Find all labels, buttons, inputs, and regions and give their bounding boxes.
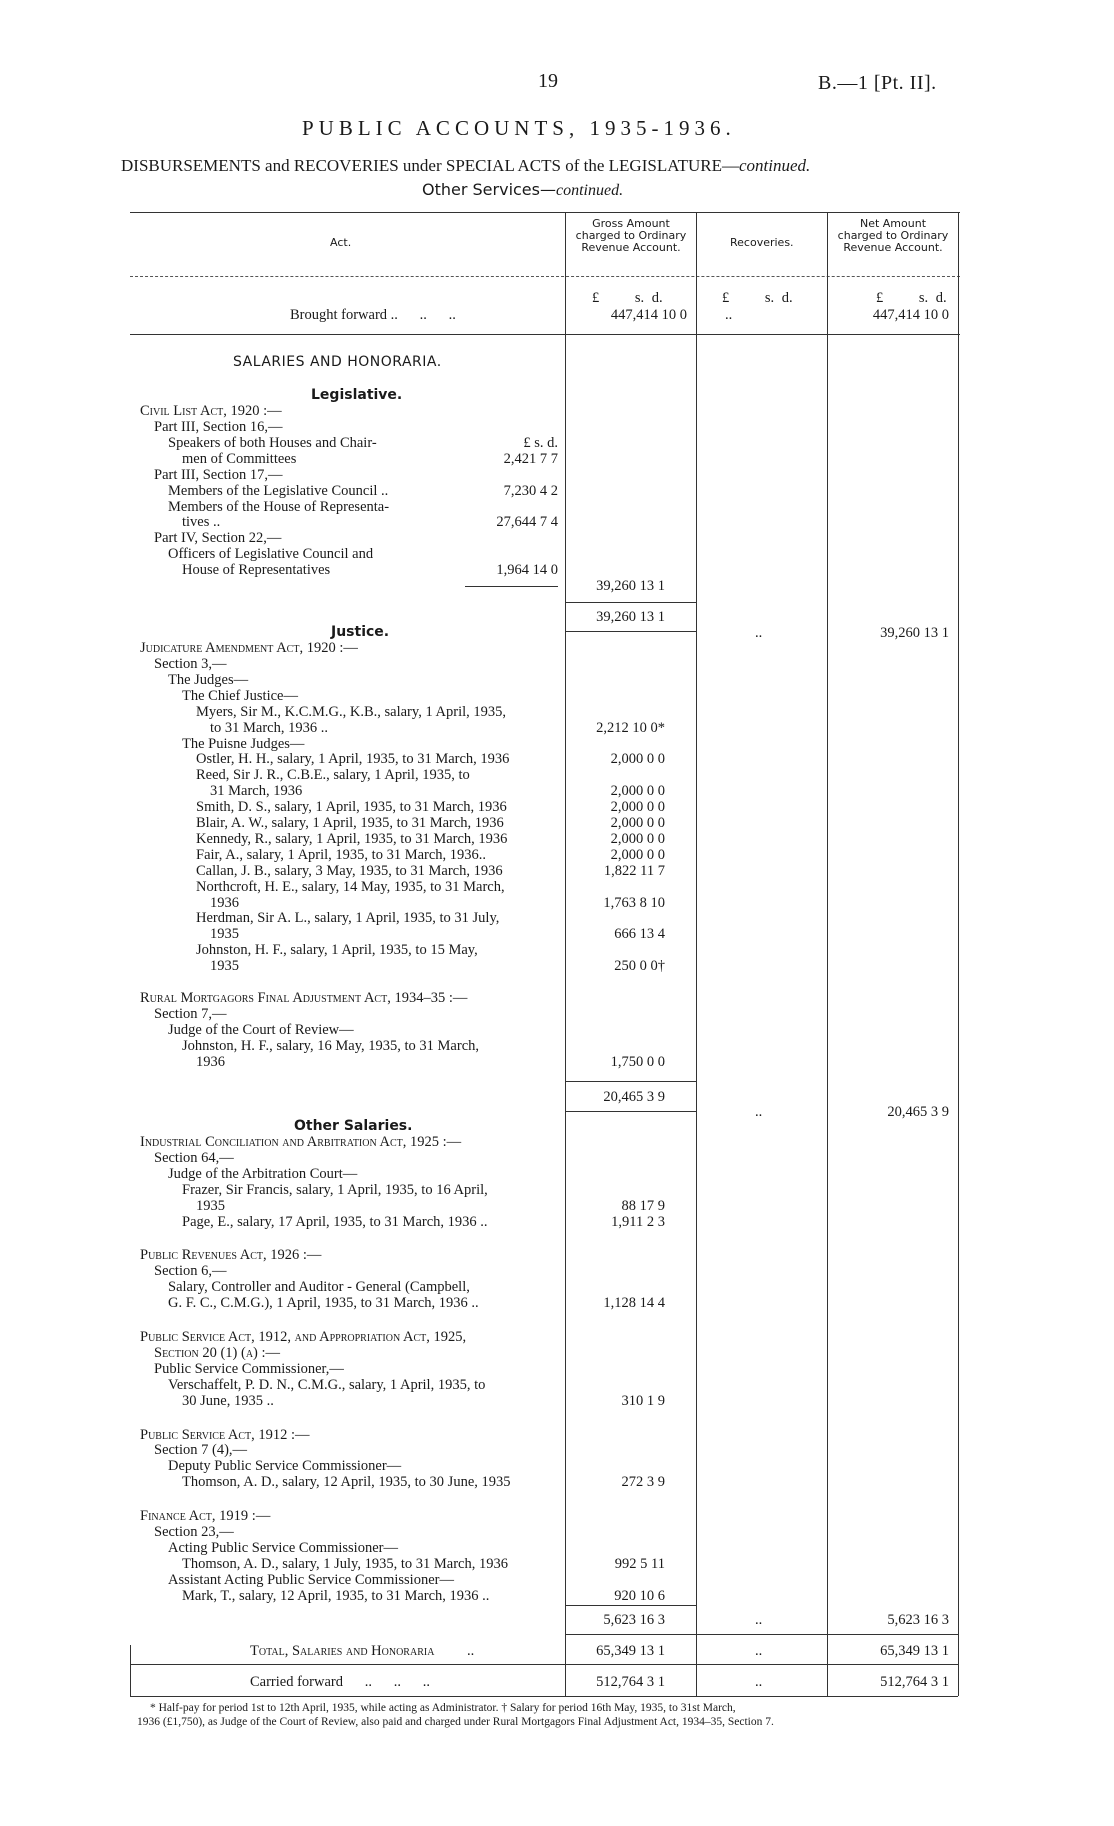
- carried-forward-text: Carried forward: [250, 1674, 343, 1690]
- pound-symbol: £: [722, 290, 730, 306]
- column-divider-2: [696, 212, 697, 1696]
- column-header-net: Net Amount charged to Ordinary Revenue Account.: [837, 217, 949, 254]
- civil-list-act: Civil List Act, 1920 :—: [140, 403, 282, 419]
- justice-net-total: 20,465 3 9: [887, 1104, 949, 1120]
- justice-total-rule: [565, 1111, 696, 1112]
- other-salaries-line: Judge of the Arbitration Court—: [168, 1165, 358, 1182]
- rural-mortgagors-line: Judge of the Court of Review—: [168, 1021, 354, 1038]
- legislative-recoveries: ..: [755, 625, 763, 641]
- justice-line-gross: 2,000 0 0: [610, 799, 665, 816]
- page-subtitle: [121, 156, 810, 176]
- justice-line: Reed, Sir J. R., C.B.E., salary, 1 April, 1935, to: [196, 767, 470, 784]
- justice-gross-total: 20,465 3 9: [603, 1089, 665, 1105]
- other-salaries-act-continued: Section 20 (1) (a) :—: [154, 1344, 281, 1361]
- legislative-line: House of Representatives: [182, 562, 331, 579]
- other-salaries-line: Public Service Commissioner,—: [154, 1360, 344, 1377]
- legislative-line: Part III, Section 17,—: [154, 466, 283, 483]
- column-divider-4: [958, 212, 959, 1696]
- justice-line: Section 3,—: [154, 656, 227, 672]
- legislative-line: Part IV, Section 22,—: [154, 530, 282, 547]
- justice-line: to 31 March, 1936 ..: [210, 719, 328, 736]
- other-salaries-line: Assistant Acting Public Service Commissioner—: [168, 1571, 454, 1588]
- pence-symbol: d.: [935, 290, 947, 306]
- carried-forward-label: Carried forward .. .. ..: [250, 1674, 430, 1690]
- currency-header-gross: [592, 290, 663, 306]
- currency-header-net: [876, 290, 947, 306]
- other-salaries-line: Deputy Public Service Commissioner—: [168, 1458, 402, 1475]
- other-salaries-line: Frazer, Sir Francis, salary, 1 April, 1935, to 16 April,: [182, 1181, 488, 1198]
- legislative-line: Members of the House of Representa-: [168, 498, 390, 515]
- legislative-amount-rule: [465, 586, 558, 587]
- pence-symbol: d.: [781, 290, 793, 306]
- other-salaries-line: 30 June, 1935 ..: [182, 1392, 274, 1409]
- column-header-act: Act.: [330, 236, 352, 249]
- table-bottom-rule: [130, 1696, 958, 1697]
- justice-line: Johnston, H. F., salary, 1 April, 1935, to 15 May,: [196, 942, 478, 959]
- justice-line-gross: 2,000 0 0: [610, 783, 665, 800]
- footnote-line-1: * Half-pay for period 1st to 12th April, 1935, while acting as Administrator. † Salary for period 16th May, 1935, to 31st March,: [150, 1702, 736, 1714]
- total-salaries-gross: 65,349 13 1: [596, 1643, 665, 1659]
- legislative-line: Part III, Section 16,—: [154, 419, 283, 435]
- other-salaries-line: Section 7 (4),—: [154, 1442, 248, 1459]
- legislative-line: Speakers of both Houses and Chair-: [168, 434, 377, 451]
- other-salaries-line: Thomson, A. D., salary, 1 July, 1935, to 31 March, 1936: [182, 1555, 508, 1572]
- page-number: 19: [538, 70, 558, 92]
- other-salaries-line: Section 64,—: [154, 1149, 234, 1166]
- document-reference: B.—1 [Pt. II].: [818, 72, 937, 94]
- pound-symbol: £: [592, 290, 600, 306]
- justice-line: Kennedy, R., salary, 1 April, 1935, to 31 March, 1936: [196, 830, 508, 847]
- column-divider-3: [827, 212, 828, 1696]
- brought-forward-label: Brought forward .. .. ..: [290, 307, 456, 323]
- other-salaries-line-gross: 920 10 6: [614, 1587, 665, 1604]
- legislative-line-amount: 7,230 4 2: [503, 482, 558, 499]
- other-salaries-line: Page, E., salary, 17 April, 1935, to 31 March, 1936 ..: [182, 1213, 488, 1230]
- justice-line-gross: 2,000 0 0: [610, 751, 665, 768]
- justice-line: 1936: [210, 894, 239, 911]
- justice-line: 1935: [210, 926, 239, 943]
- column-header-recoveries: Recoveries.: [730, 236, 794, 249]
- shilling-symbol: s.: [764, 290, 775, 306]
- justice-heading: Justice.: [331, 624, 390, 640]
- brought-forward-gross: 447,414 10 0: [610, 307, 687, 323]
- rural-mortgagors-line: Section 7,—: [154, 1006, 227, 1022]
- total-salaries-rule: [130, 1664, 958, 1665]
- legislative-gross-subtotal: 39,260 13 1: [596, 578, 665, 594]
- legislative-total-rule: [565, 631, 696, 632]
- rural-mortgagors-act: Rural Mortgagors Final Adjustment Act, 1934–35 :—: [140, 990, 468, 1006]
- other-salaries-line: Section 23,—: [154, 1524, 234, 1540]
- legislative-line-amount: 1,964 14 0: [496, 562, 558, 579]
- justice-line: Blair, A. W., salary, 1 April, 1935, to 31 March, 1936: [196, 815, 504, 831]
- justice-line-gross: 2,000 0 0: [610, 830, 665, 847]
- other-salaries-act: Finance Act, 1919 :—: [140, 1508, 271, 1525]
- other-salaries-gross-total: 5,623 16 3: [603, 1612, 665, 1628]
- pound-symbol: £: [876, 290, 884, 306]
- justice-line: Herdman, Sir A. L., salary, 1 April, 1935, to 31 July,: [196, 910, 500, 927]
- justice-line: The Puisne Judges—: [182, 735, 305, 752]
- legislative-line-amount: 2,421 7 7: [503, 450, 558, 467]
- other-salaries-line: Section 6,—: [154, 1263, 227, 1280]
- column-header-gross: Gross Amount charged to Ordinary Revenue Account.: [575, 217, 687, 254]
- justice-line: Callan, J. B., salary, 3 May, 1935, to 31 March, 1936: [196, 862, 503, 879]
- justice-line: 1935: [210, 958, 239, 975]
- other-salaries-act: Industrial Conciliation and Arbitration Act, 1925 :—: [140, 1134, 462, 1150]
- total-salaries-net: 65,349 13 1: [880, 1643, 949, 1659]
- legislative-line: Officers of Legislative Council and: [168, 546, 374, 563]
- other-salaries-heading: Other Salaries.: [294, 1118, 413, 1134]
- other-salaries-net-total: 5,623 16 3: [887, 1612, 949, 1628]
- section-title-continued: continued.: [555, 182, 624, 199]
- justice-line: The Judges—: [168, 671, 249, 688]
- left-border-bottom: [130, 1645, 131, 1696]
- legislative-heading: Legislative.: [311, 387, 403, 403]
- other-salaries-line: Verschaffelt, P. D. N., C.M.G., salary, 1 April, 1935, to: [168, 1376, 486, 1393]
- justice-line: Fair, A., salary, 1 April, 1935, to 31 March, 1936..: [196, 846, 487, 863]
- justice-line-gross: 2,000 0 0: [610, 815, 665, 831]
- other-salaries-line: Acting Public Service Commissioner—: [168, 1539, 398, 1556]
- other-salaries-line-gross: 1,911 2 3: [611, 1213, 665, 1230]
- justice-recoveries: ..: [755, 1104, 763, 1120]
- other-salaries-line-gross: 1,128 14 4: [603, 1295, 665, 1312]
- other-salaries-recoveries: ..: [755, 1612, 763, 1628]
- section-title-main: Other Services—: [422, 180, 556, 199]
- justice-line-gross: 1,822 11 7: [603, 862, 665, 879]
- justice-line-gross: 2,000 0 0: [610, 846, 665, 863]
- justice-line: Ostler, H. H., salary, 1 April, 1935, to 31 March, 1936: [196, 751, 510, 768]
- shilling-symbol: s.: [918, 290, 929, 306]
- justice-subtotal-rule: [565, 1081, 696, 1082]
- other-salaries-line: Thomson, A. D., salary, 12 April, 1935, to 30 June, 1935: [182, 1474, 511, 1491]
- total-salaries-text: Total, Salaries and Honoraria: [250, 1643, 435, 1659]
- carried-forward-net: 512,764 3 1: [880, 1674, 949, 1690]
- other-salaries-line: Salary, Controller and Auditor - General (Campbell,: [168, 1279, 470, 1296]
- currency-header-recoveries: [722, 290, 793, 306]
- total-salaries-label: Total, Salaries and Honoraria ..: [250, 1643, 475, 1659]
- legislative-line: tives ..: [182, 514, 221, 531]
- other-total-rule: [565, 1634, 958, 1635]
- brought-forward-rule: [130, 334, 960, 335]
- legislative-net-total: 39,260 13 1: [880, 625, 949, 641]
- brought-forward-recoveries: ..: [725, 307, 733, 323]
- column-divider-1: [565, 212, 566, 1696]
- brought-forward-net: 447,414 10 0: [872, 307, 949, 323]
- brought-forward-text: Brought forward: [290, 307, 388, 323]
- legislative-gross-total: 39,260 13 1: [596, 609, 665, 625]
- other-salaries-line-gross: 310 1 9: [621, 1392, 665, 1409]
- justice-line: Smith, D. S., salary, 1 April, 1935, to 31 March, 1936: [196, 799, 507, 816]
- other-salaries-line-gross: 272 3 9: [621, 1474, 665, 1491]
- legislative-line: men of Committees: [182, 450, 297, 467]
- page-title: PUBLIC ACCOUNTS, 1935-1936.: [302, 116, 736, 140]
- judicature-act: Judicature Amendment Act, 1920 :—: [140, 640, 358, 656]
- other-salaries-line: G. F. C., C.M.G.), 1 April, 1935, to 31 March, 1936 ..: [168, 1295, 479, 1312]
- justice-line: Northcroft, H. E., salary, 14 May, 1935, to 31 March,: [196, 878, 505, 895]
- other-salaries-act: Public Service Act, 1912 :—: [140, 1426, 310, 1443]
- other-subtotal-rule: [565, 1605, 696, 1606]
- legislative-line: Members of the Legislative Council ..: [168, 482, 389, 499]
- justice-line: Myers, Sir M., K.C.M.G., K.B., salary, 1 April, 1935,: [196, 703, 507, 720]
- justice-line-gross: 666 13 4: [614, 926, 665, 943]
- header-rule: [130, 276, 960, 277]
- justice-line: 31 March, 1936: [210, 783, 303, 800]
- rural-mortgagors-line: 1936: [196, 1053, 225, 1070]
- subtitle-continued: continued.: [739, 156, 811, 175]
- legislative-line-amount: £ s. d.: [523, 434, 558, 451]
- subtitle-main: DISBURSEMENTS and RECOVERIES under SPECIAL ACTS of the LEGISLATURE—: [121, 156, 739, 175]
- legislative-line-amount: 27,644 7 4: [496, 514, 558, 531]
- other-salaries-act: Public Revenues Act, 1926 :—: [140, 1247, 322, 1264]
- pence-symbol: d.: [651, 290, 663, 306]
- rural-mortgagors-line-gross: 1,750 0 0: [610, 1053, 665, 1070]
- other-salaries-line-gross: 992 5 11: [614, 1555, 665, 1572]
- other-salaries-act: Public Service Act, 1912, and Appropriation Act, 1925,: [140, 1329, 467, 1345]
- legislative-subtotal-rule: [565, 602, 696, 603]
- shilling-symbol: s.: [634, 290, 645, 306]
- rural-mortgagors-line: Johnston, H. F., salary, 16 May, 1935, to 31 March,: [182, 1037, 480, 1054]
- carried-forward-recoveries: ..: [755, 1674, 763, 1690]
- carried-forward-gross: 512,764 3 1: [596, 1674, 665, 1690]
- justice-line: The Chief Justice—: [182, 687, 298, 704]
- other-salaries-line-gross: 88 17 9: [621, 1197, 665, 1214]
- salaries-heading: SALARIES AND HONORARIA.: [233, 354, 442, 370]
- justice-line-gross: 250 0 0†: [614, 958, 665, 975]
- other-salaries-line: 1935: [196, 1197, 225, 1214]
- footnote-line-2: 1936 (£1,750), as Judge of the Court of Review, also paid and charged under Rural Mortgagors Final Adjustment Act, 1934–35, Section 7.: [137, 1716, 774, 1728]
- justice-line-gross: 2,212 10 0*: [596, 719, 665, 736]
- table-top-rule: [130, 212, 960, 213]
- justice-line-gross: 1,763 8 10: [603, 894, 665, 911]
- section-title: [422, 180, 623, 200]
- other-salaries-line: Mark, T., salary, 12 April, 1935, to 31 March, 1936 ..: [182, 1587, 490, 1604]
- total-salaries-recoveries: ..: [755, 1643, 763, 1659]
